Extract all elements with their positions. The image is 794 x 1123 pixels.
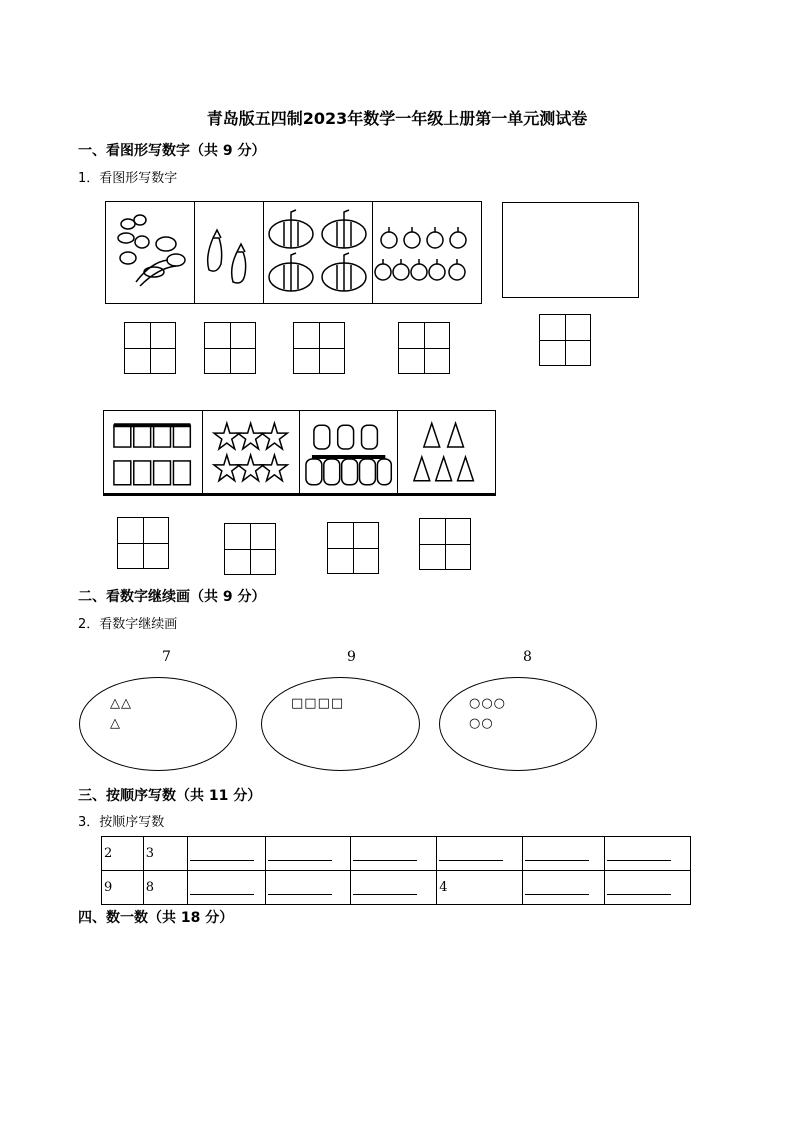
table-row (102, 871, 691, 905)
target-number-1: 7 (162, 649, 171, 665)
answer-grid-7[interactable] (224, 523, 276, 575)
circle-row-1: ○○○ (469, 696, 507, 711)
question-2: 2．看数字继续画 (78, 617, 178, 632)
drawing-oval-2[interactable] (261, 677, 420, 771)
triangle-shapes (110, 694, 132, 734)
sequence-blank[interactable] (265, 871, 351, 905)
table-row (102, 837, 691, 871)
target-number-2: 9 (347, 649, 356, 665)
apples-picture (373, 202, 481, 303)
triangle-row-2: △ (110, 716, 121, 731)
answer-grid-8[interactable] (327, 522, 379, 574)
section-2-heading: 二、看数字继续画（共 9 分） (78, 589, 266, 605)
sequence-cell: 3 (143, 837, 187, 871)
sequence-cell: 4 (437, 871, 523, 905)
answer-grid-4[interactable] (398, 322, 450, 374)
answer-grid-6[interactable] (117, 517, 169, 569)
stars-picture (203, 411, 300, 493)
sequence-blank[interactable] (605, 837, 691, 871)
question-1: 1．看图形写数字 (78, 171, 178, 186)
sequence-table (101, 836, 691, 905)
pumpkins-picture (264, 202, 373, 303)
section-4-heading: 四、数一数（共 18 分） (78, 910, 234, 926)
sequence-blank[interactable] (437, 837, 523, 871)
sequence-blank[interactable] (523, 837, 605, 871)
target-number-3: 8 (523, 649, 532, 665)
answer-grid-3[interactable] (293, 322, 345, 374)
sequence-blank[interactable] (265, 837, 351, 871)
answer-grid-5[interactable] (539, 314, 591, 366)
section-1-heading: 一、看图形写数字（共 9 分） (78, 143, 266, 159)
triangles-picture (398, 411, 495, 493)
answer-grid-9[interactable] (419, 518, 471, 570)
drawing-box[interactable] (502, 202, 639, 298)
sequence-cell: 9 (102, 871, 144, 905)
squares-picture (104, 411, 203, 493)
sequence-blank[interactable] (351, 871, 437, 905)
page-title: 青岛版五四制2023年数学一年级上册第一单元测试卷 (206, 109, 588, 128)
sequence-blank[interactable] (187, 871, 265, 905)
sequence-cell: 2 (102, 837, 144, 871)
sequence-blank[interactable] (351, 837, 437, 871)
sequence-cell: 8 (143, 871, 187, 905)
sequence-blank[interactable] (187, 837, 265, 871)
section-3-heading: 三、按顺序写数（共 11 分） (78, 788, 262, 804)
picture-strip-1 (105, 201, 482, 304)
picture-strip-2 (103, 410, 496, 496)
sequence-blank[interactable] (523, 871, 605, 905)
triangle-row-1: △△ (110, 696, 132, 711)
square-shapes (291, 694, 344, 714)
circle-shapes (469, 694, 506, 734)
vegetables-picture (106, 202, 195, 303)
square-row-1: □□□□ (291, 696, 345, 711)
drawing-oval-1[interactable] (79, 677, 237, 771)
answer-grid-1[interactable] (124, 322, 176, 374)
eggplants-picture (195, 202, 264, 303)
sequence-blank[interactable] (605, 871, 691, 905)
drawing-oval-3[interactable] (439, 677, 597, 771)
lanterns-picture (300, 411, 397, 493)
circle-row-2: ○○ (469, 716, 494, 731)
answer-grid-2[interactable] (204, 322, 256, 374)
question-3: 3．按顺序写数 (78, 815, 165, 830)
